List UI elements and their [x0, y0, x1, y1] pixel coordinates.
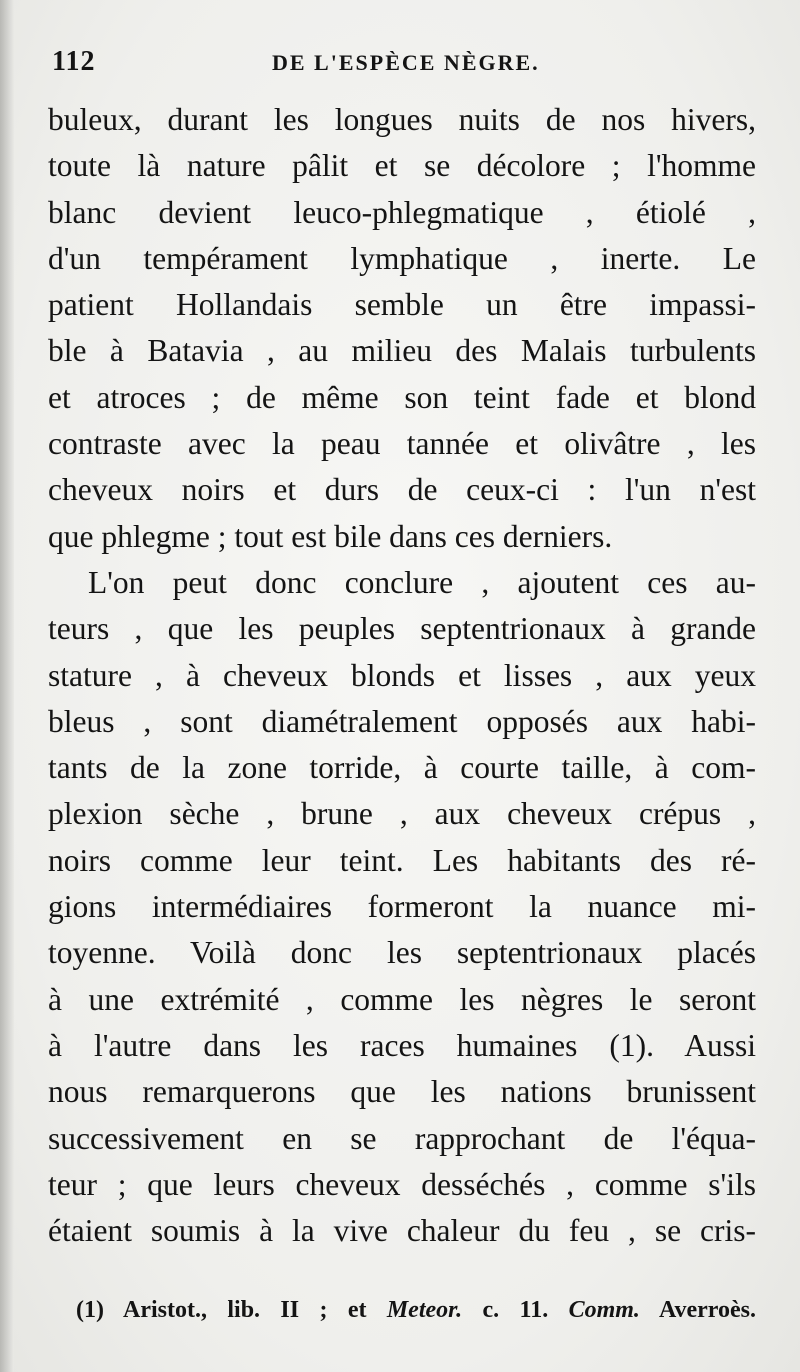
text-line: teur ; que leurs cheveux desséchés , comme s'ils — [48, 1166, 756, 1202]
text-line: bleus , sont diamétralement opposés aux habi- — [48, 703, 756, 739]
text-line: teurs , que les peuples septentrionaux à grande — [48, 611, 756, 647]
footnote-author: Aristot., — [123, 1297, 208, 1323]
body-text — [48, 97, 756, 1254]
footnote-work-title: Meteor. — [386, 1297, 463, 1323]
footnote-marker: (1) — [76, 1297, 104, 1323]
footnote-comm: Comm. — [568, 1297, 640, 1323]
footnote-chapter: c. 11. — [482, 1297, 549, 1323]
text-line: cheveux noirs et durs de ceux-ci : l'un n'est — [48, 472, 756, 508]
text-line: blanc devient leuco-phlegmatique , étiolé , — [48, 194, 756, 230]
running-head: DE L'ESPÈCE NÈGRE. — [272, 50, 540, 75]
text-line: patient Hollandais semble un être impassi- — [48, 287, 756, 323]
text-line: plexion sèche , brune , aux cheveux crépus , — [48, 796, 756, 832]
page-gutter-shadow — [0, 0, 14, 1372]
text-line: stature , à cheveux blonds et lisses , aux yeux — [48, 657, 756, 693]
footnote-commentator: Averroès. — [658, 1297, 757, 1323]
page-number: 112 — [52, 46, 96, 77]
text-line: gions intermédiaires formeront la nuance mi- — [48, 889, 756, 925]
text-line: étaient soumis à la vive chaleur du feu , se cris- — [48, 1213, 756, 1249]
text-line: successivement en se rapprochant de l'équa- — [48, 1120, 756, 1156]
footnote — [76, 1292, 756, 1328]
text-line: et atroces ; de même son teint fade et blond — [48, 379, 756, 415]
paragraph-first-line: L'on peut donc conclure , ajoutent ces au- — [88, 564, 756, 600]
text-line: à l'autre dans les races humaines (1). Aussi — [48, 1027, 756, 1063]
paragraph-last-line: que phlegme ; tout est bile dans ces derniers. — [48, 518, 613, 554]
text-line: nous remarquerons que les nations brunissent — [48, 1074, 756, 1110]
text-line: à une extrémité , comme les nègres le seront — [48, 981, 756, 1017]
page-header — [52, 44, 748, 80]
footnote-book: lib. II ; — [227, 1297, 328, 1323]
footnote-connector: et — [347, 1297, 367, 1323]
text-line: tants de la zone torride, à courte taille, à com- — [48, 750, 756, 786]
text-line: noirs comme leur teint. Les habitants des ré- — [48, 842, 756, 878]
text-line: toute là nature pâlit et se décolore ; l'homme — [48, 148, 756, 184]
text-line: ble à Batavia , au milieu des Malais turbulents — [48, 333, 756, 369]
text-line: contraste avec la peau tannée et olivâtre , les — [48, 426, 756, 462]
text-line: buleux, durant les longues nuits de nos hivers, — [48, 102, 756, 137]
text-line: d'un tempérament lymphatique , inerte. Le — [48, 240, 756, 276]
text-line: toyenne. Voilà donc les septentrionaux placés — [48, 935, 756, 971]
